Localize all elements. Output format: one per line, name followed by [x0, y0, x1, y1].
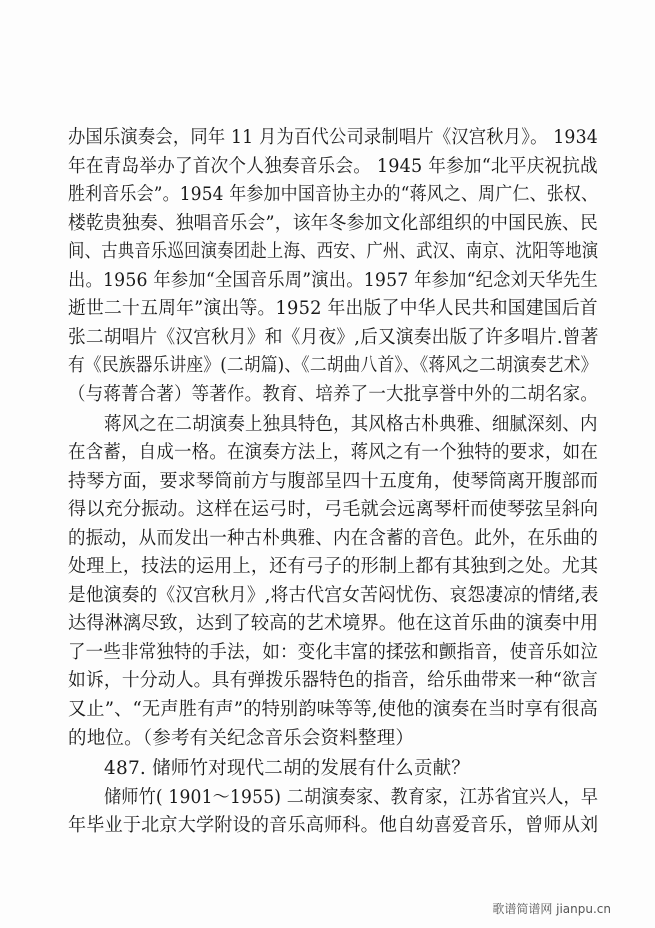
text-line: 年在青岛举办了首次个人独奏音乐会。 1945 年参加“北平庆祝抗战 — [68, 156, 598, 177]
text-line: （与蒋菁合著）等著作。教育、培养了一大批享誉中外的二胡名家。 — [68, 384, 598, 405]
text-line: 持琴方面，要求琴筒前方与腹部呈四十五度角，使琴筒离开腹部而 — [68, 471, 599, 492]
text-line: 楼乾贵独奏、独唱音乐会”，该年冬参加文化部组织的中国民族、民 — [68, 213, 598, 234]
text-line: 张二胡唱片《汉宫秋月》和《月夜》,后又演奏出版了许多唱片.曾著 — [68, 327, 599, 348]
text-line: 了一些非常独特的手法，如：变化丰富的揉弦和颤指音，使音乐如泣 — [68, 642, 598, 663]
text-line: 出。1956 年参加“全国音乐周”演出。1957 年参加“纪念刘天华先生 — [68, 270, 598, 291]
paragraph-start-line: 储师竹( 1901～1955) 二胡演奏家、教育家，江苏省宜兴人，早 — [104, 787, 599, 808]
text-line: 处理上，技法的运用上，还有弓子的形制上都有其独到之处。尤其 — [68, 556, 599, 577]
text-line: 得以充分振动。这样在运弓时，弓毛就会远离琴杆而使琴弦呈斜向 — [68, 499, 599, 520]
text-line: 的振动，从而发出一种古朴典雅、内在含蓄的音色。此外，在乐曲的 — [68, 528, 598, 549]
paragraph-start-line: 蒋风之在二胡演奏上独具特色，其风格古朴典雅、细腻深刻、内 — [104, 414, 598, 435]
text-line: 间、古典音乐巡回演奏团赴上海、西安、广州、武汉、南京、沈阳等地演 — [68, 241, 599, 262]
text-line: 的地位。（参考有关纪念音乐会资料整理） — [68, 728, 415, 749]
text-line: 是他演奏的《汉宫秋月》,将古代宫女苦闷忧伤、哀怨凄凉的情绪,表 — [68, 585, 599, 606]
text-line: 又止”、“无声胜有声”的特别韵味等等,使他的演奏在当时享有很高 — [68, 699, 598, 720]
site-watermark: 歌谱简谱网 jianpu.cn — [492, 902, 611, 916]
text-line: 如诉，十分动人。具有弹拨乐器特色的指音，给乐曲带来一种“欲言 — [68, 670, 598, 691]
text-line: 有《民族器乐讲座》(二胡篇)、《二胡曲八首》、《蒋风之二胡演奏艺术》 — [68, 355, 598, 376]
text-line: 达得淋漓尽致，达到了较高的艺术境界。他在这首乐曲的演奏中用 — [68, 613, 599, 634]
text-line: 胜利音乐会”。1954 年参加中国音协主办的“蒋风之、周广仁、张权、 — [68, 184, 599, 205]
text-line: 逝世二十五周年”演出等。1952 年出版了中华人民共和国建国后首 — [68, 298, 598, 319]
question-heading: 487. 储师竹对现代二胡的发展有什么贡献？ — [104, 758, 470, 779]
text-line: 年毕业于北京大学附设的音乐高师科。他自幼喜爱音乐，曾师从刘 — [68, 815, 599, 836]
text-line: 办国乐演奏会，同年 11 月为百代公司录制唱片《汉宫秋月》。 1934 — [68, 127, 599, 148]
text-line: 在含蓄，自成一格。在演奏方法上，蒋风之有一个独特的要求，如在 — [68, 442, 598, 463]
